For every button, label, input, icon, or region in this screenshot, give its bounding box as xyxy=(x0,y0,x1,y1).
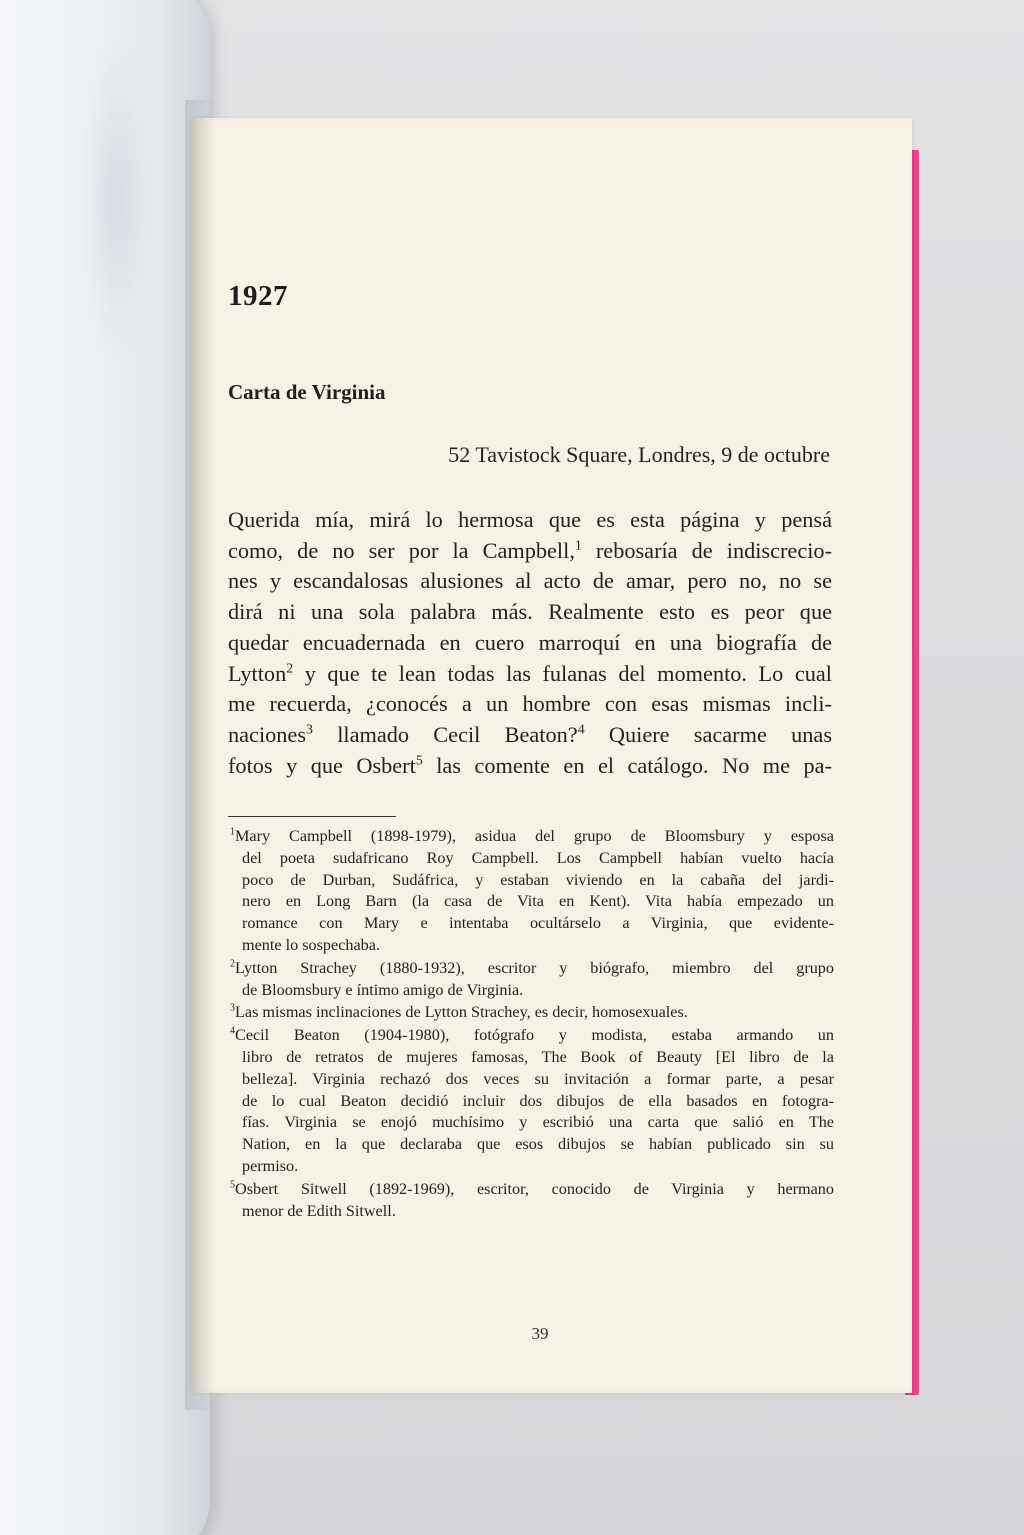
footnote-line: Cecil Beaton (1904-1980), fotógrafo y modista, estaba armando un xyxy=(235,1026,834,1045)
page-number: 39 xyxy=(531,1324,549,1343)
body-line: me recuerda, ¿conocés a un hombre con esas mismas incli- xyxy=(228,691,832,717)
body-line: quedar encuadernada en cuero marroquí en una biografía de xyxy=(228,629,832,655)
footnote-line: nero en Long Barn (la casa de Vita en Kent). Vita había empezado un xyxy=(242,892,834,911)
footnote-divider xyxy=(228,816,396,817)
letter-address: 52 Tavistock Square, Londres, 9 de octubre xyxy=(448,442,830,467)
body-line: dirá ni una sola palabra más. Realmente esto es peor que xyxy=(228,599,832,625)
footnote-line: Lytton Strachey (1880-1932), escritor y biógrafo, miembro del grupo xyxy=(235,958,834,977)
footnote-line: fías. Virginia se enojó muchísimo y escribió una carta que salió en The xyxy=(242,1113,834,1132)
body-line: Lytton$^2$ y que te lean todas las fulanas del momento. Lo cual xyxy=(228,660,832,686)
footnote-line: del poeta sudafricano Roy Campbell. Los Campbell habían vuelto hacía xyxy=(242,848,834,867)
footnote-line: romance con Mary e intentaba ocultárselo a Virginia, que evidente- xyxy=(242,914,834,933)
footnote-line: menor de Edith Sitwell. xyxy=(242,1201,396,1220)
footnote-number: 5 xyxy=(230,1179,236,1191)
footnote-line: poco de Durban, Sudáfrica, y estaban viviendo en la cabaña del jardi- xyxy=(242,870,834,889)
footnote-number: 4 xyxy=(230,1025,236,1037)
footnote-5 xyxy=(230,1179,834,1223)
footnote-3 xyxy=(230,1002,834,1024)
footnote-line: Osbert Sitwell (1892-1969), escritor, conocido de Virginia y hermano xyxy=(235,1179,834,1198)
footnote-ref: 3 xyxy=(306,721,313,737)
footnote-ref: 2 xyxy=(286,660,294,676)
spine-shadow xyxy=(185,100,215,1410)
body-line: como, de no ser por la Campbell,$^1$ rebosaría de indiscrecio- xyxy=(228,537,832,563)
footnote-line: Las mismas inclinaciones de Lytton Strachey, es decir, homosexuales. xyxy=(235,1003,688,1022)
footnote-number: 1 xyxy=(230,826,236,838)
footnote-number: 2 xyxy=(230,958,236,970)
footnote-line: belleza]. Virginia rechazó dos veces su invitación a formar parte, a pesar xyxy=(242,1069,834,1088)
left-page xyxy=(0,0,210,1535)
footnote-number: 3 xyxy=(230,1002,236,1014)
footnotes xyxy=(230,826,834,1223)
footnote-line: Nation, en la que declaraba que esos dibujos se habían publicado sin su xyxy=(242,1135,834,1154)
footnote-line: libro de retratos de mujeres famosas, The Book of Beauty [El libro de la xyxy=(242,1047,834,1066)
footnote-1 xyxy=(230,826,834,957)
footnote-line: Mary Campbell (1898-1979), asidua del grupo de Bloomsbury y esposa xyxy=(235,827,834,845)
footnote-2 xyxy=(230,958,834,1002)
footnote-line: mente lo sospechaba. xyxy=(242,935,380,954)
chapter-year: 1927 xyxy=(228,280,288,312)
footnote-line: de Bloomsbury e íntimo amigo de Virginia. xyxy=(242,980,524,999)
letter-body xyxy=(228,505,832,781)
body-line: nes y escandalosas alusiones al acto de amar, pero no, no se xyxy=(228,568,832,594)
letter-title: Carta de Virginia xyxy=(228,380,386,404)
body-line: fotos y que Osbert$^5$ las comente en el catálogo. No me pa- xyxy=(228,752,832,778)
footnote-ref: 1 xyxy=(574,537,582,553)
footnote-ref: 5 xyxy=(415,752,423,768)
left-page-shadow xyxy=(80,40,150,360)
footnote-line: permiso. xyxy=(242,1156,299,1175)
body-line: Querida mía, mirá lo hermosa que es esta página y pensá xyxy=(228,507,832,532)
footnote-ref: 4 xyxy=(577,721,585,737)
footnote-line: de lo cual Beaton decidió incluir dos dibujos de ella basados en fotogra- xyxy=(242,1091,834,1110)
body-line: naciones$^3$ llamado Cecil Beaton?$^4$ Quiere sacarme unas xyxy=(228,721,832,747)
footnote-4 xyxy=(230,1025,834,1178)
